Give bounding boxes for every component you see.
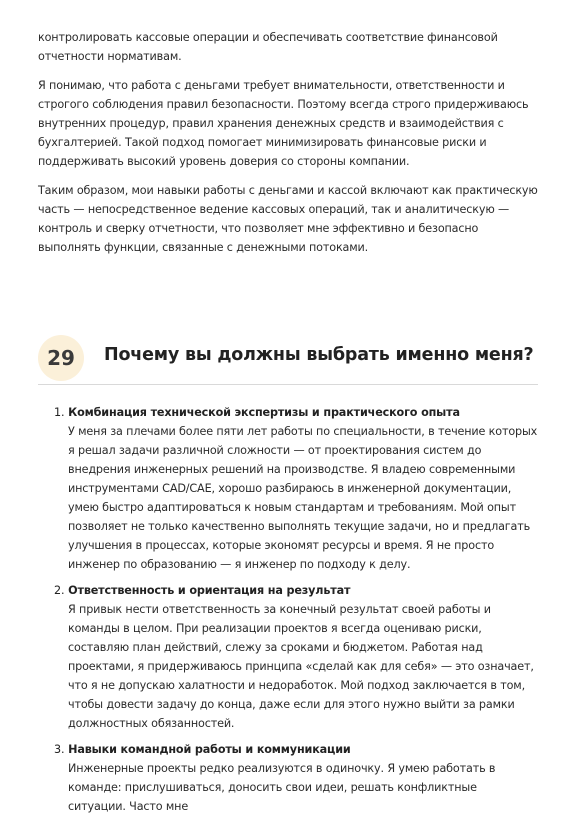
intro-paragraph-3: Таким образом, мои навыки работы с деньгами и кассой включают как практическую часть — непосредственное ведение кассовых операций, так и аналитическую — контроль и сверку отчетности, что позволяет мне эффективно и безопасно выполнять функции, связанные с денежными потоками. [38, 184, 538, 254]
section-title: Почему вы должны выбрать именно меня? [104, 345, 534, 365]
answer-list [54, 403, 538, 823]
list-item-number: 1. [54, 406, 65, 419]
list-item-title: Ответственность и ориентация на результат [68, 584, 351, 597]
list-item-heading [54, 740, 538, 759]
list-item-body: Я привык нести ответственность за конечный результат своей работы и команды в целом. При реализации проектов я всегда оцениваю риски, составляю план действий, слежу за сроками и бюджетом. Работая над проектами, я придерживаюсь принципа «сделай как для себя» — это означает, что я не допускаю халатности и недоработок. Мой подход заключается в том, чтобы довести задачу до конца, даже если для этого нужно выйти за рамки должностных обязанностей. [68, 603, 534, 730]
section-number-badge: 29 [38, 335, 84, 381]
intro-paragraph-1: контролировать кассовые операции и обеспечивать соответствие финансовой отчетности нормативам. [38, 31, 498, 63]
list-item-body: Инженерные проекты редко реализуются в одиночку. Я умею работать в команде: прислушиваться, доносить свои идеи, решать конфликтные ситуации. Часто мне [68, 762, 496, 813]
list-item-number: 2. [54, 584, 65, 597]
section-header [38, 332, 538, 385]
list-item-body: У меня за плечами более пяти лет работы по специальности, в течение которых я решал задачи различной сложности — от проектирования систем до внедрения инженерных решений на производстве. Я владею современными инструментами CAD/CAE, хорошо разбираюсь в инженерной документации, умею быстро адаптироваться к новым стандартам и требованиям. Мой опыт позволяет не только качественно выполнять текущие задачи, но и предлагать улучшения в процессах, которые экономят ресурсы и время. Я не просто инженер по образованию — я инженер по подходу к делу. [68, 425, 538, 571]
list-item [54, 581, 538, 733]
list-item [54, 740, 538, 816]
list-item-heading [54, 403, 538, 422]
intro-paragraph-2: Я понимаю, что работа с деньгами требует внимательности, ответственности и строгого соблюдения правил безопасности. Поэтому всегда строго придерживаюсь внутренних процедур, правил хранения денежных средств и взаимодействия с бухгалтерией. Такой подход помогает минимизировать финансовые риски и поддерживать высокий уровень доверия со стороны компании. [38, 79, 529, 168]
list-item-title: Комбинация технической экспертизы и практического опыта [68, 406, 460, 419]
list-item-title: Навыки командной работы и коммуникации [68, 743, 351, 756]
list-item-number: 3. [54, 743, 65, 756]
list-item [54, 403, 538, 574]
list-item-heading [54, 581, 538, 600]
